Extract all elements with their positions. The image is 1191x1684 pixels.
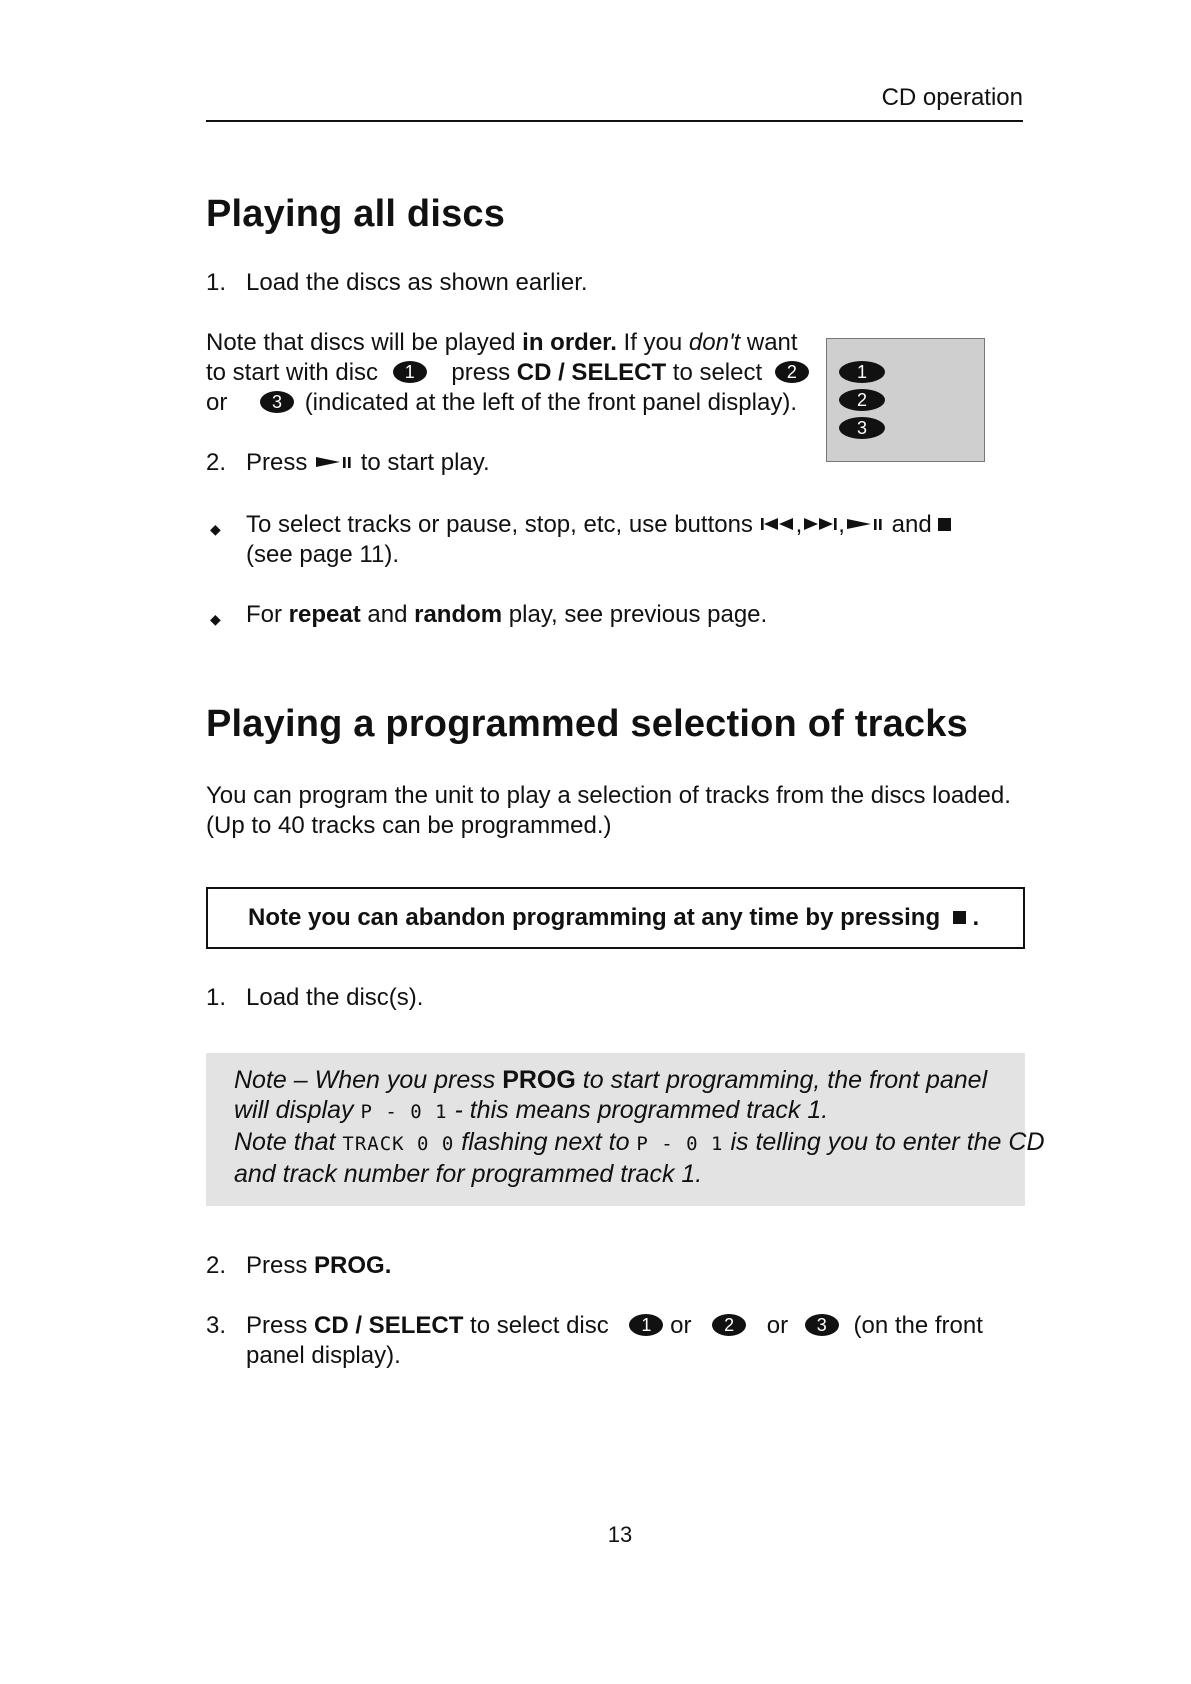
step-2-press-play: 2. Press to start play. [206, 449, 490, 476]
panel-disc-3-icon: 3 [839, 417, 885, 439]
bullet-repeat-random: For repeat and random play, see previous page. [246, 601, 768, 628]
grey-note-line-3: Note that TRACK 0 0 flashing next to P - 0 1 is telling you to enter the CD [234, 1128, 1045, 1156]
disc-1-icon: 1 [629, 1314, 663, 1336]
next-track-icon [802, 515, 838, 533]
bullet-select-tracks: To select tracks or pause, stop, etc, use buttons , , and [206, 510, 951, 540]
disc-2-icon: 2 [712, 1314, 746, 1336]
disc-2-icon: 2 [775, 361, 809, 383]
step-1-load-discs: 1. Load the discs as shown earlier. [206, 269, 588, 296]
step-3-select-disc: 3. Press CD / SELECT to select disc 1 or 2 or 3 (on the front [206, 1312, 983, 1339]
grey-note-line-1: Note – When you press PROG to start programming, the front panel [234, 1066, 988, 1094]
note-paragraph-line-3: or 3 (indicated at the left of the front panel display). [206, 389, 797, 416]
grey-note-line-2: will display P - 0 1 - this means programmed track 1. [234, 1096, 829, 1124]
disc-3-icon: 3 [260, 391, 294, 413]
note-paragraph-line-1: Note that discs will be played in order. If you don't want [206, 329, 798, 356]
front-panel-disc-indicator [826, 338, 985, 462]
disc-3-icon: 3 [805, 1314, 839, 1336]
note-paragraph-line-2: to start with disc 1 press CD / SELECT to select 2 [206, 358, 809, 388]
step-3-line-2: panel display). [246, 1342, 401, 1369]
grey-note-line-4: and track number for programmed track 1. [234, 1160, 703, 1188]
abandon-programming-note: Note you can abandon programming at any time by pressing . [206, 887, 1025, 949]
stop-icon [953, 911, 966, 924]
page-number: 13 [607, 1522, 633, 1547]
play-pause-icon [314, 453, 354, 471]
prog-display-note [206, 1053, 1045, 1206]
bullet-icon: ◆ [210, 521, 221, 537]
bullet-see-page: (see page 11). [246, 541, 399, 568]
step-1-load-disc: 1. Load the disc(s). [206, 984, 424, 1011]
header-section-title: CD operation [881, 84, 1023, 111]
section-title-playing-all-discs: Playing all discs [206, 193, 506, 235]
play-pause-icon [845, 515, 885, 533]
step-2-press-prog: 2. Press PROG. [206, 1252, 392, 1279]
section-title-programmed-selection: Playing a programmed selection of tracks [206, 703, 968, 745]
page-header [206, 84, 1023, 122]
panel-disc-1-icon: 1 [839, 361, 885, 383]
disc-1-icon: 1 [393, 361, 427, 383]
lcd-p01-readout: P - 0 1 [636, 1133, 724, 1155]
bullet-icon: ◆ [210, 611, 221, 627]
stop-icon [938, 518, 951, 531]
intro-line-1: You can program the unit to play a selection of tracks from the discs loaded. [206, 782, 1011, 809]
lcd-p01-readout: P - 0 1 [360, 1101, 448, 1123]
lcd-track00-readout: TRACK 0 0 [342, 1133, 455, 1155]
intro-line-2: (Up to 40 tracks can be programmed.) [206, 812, 612, 839]
previous-track-icon [760, 515, 796, 533]
panel-disc-2-icon: 2 [839, 389, 885, 411]
